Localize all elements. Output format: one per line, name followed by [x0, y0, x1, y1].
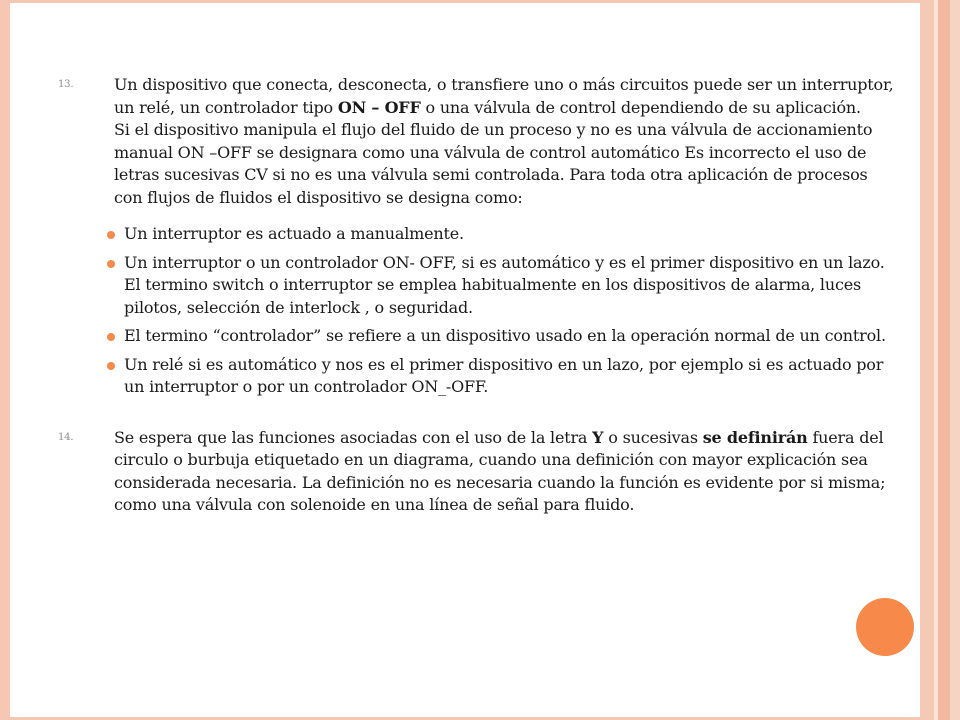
item-13-text-a: Un dispositivo que conecta, desconecta, o transfiere uno o más circuitos puede ser un interruptor, un relé, un controlador tipo [114, 75, 894, 117]
item-13-paragraph-2: Si el dispositivo manipula el flujo del fluido de un proceso y no es una válvula de accionamiento manual ON –OFF se designara como una válvula de control automático Es incorrecto el uso de letras sucesivas CV si no es una válvula semi controlada. Para toda otra aplicación de procesos con flujos de fluidos el dispositivo se designa como: [114, 120, 873, 207]
item-14-text-a: Se espera que las funciones asociadas con el uso de la letra [114, 427, 593, 447]
item-14-bold-y: Y [592, 427, 604, 447]
slide-content [58, 74, 898, 517]
bullet-item: Un interruptor o un controlador ON- OFF, si es automático y es el primer dispositivo en un lazo. El termino switch o interruptor se emplea habitualmente en los dispositivos de alarma, luces pilotos, selección de interlock , o seguridad. [58, 252, 898, 320]
side-stripe-4 [950, 0, 960, 720]
bullet-item: El termino “controlador” se refiere a un dispositivo usado en la operación normal de un control. [58, 325, 898, 348]
item-13-number: 13. [58, 79, 74, 90]
item-14-bold-def: se definirán [702, 427, 808, 447]
item-14-text-b: o sucesivas [603, 427, 703, 447]
item-13-paragraph-1 [114, 74, 898, 119]
decorative-circle [856, 598, 914, 656]
item-13-text-b: o una válvula de control dependiendo de su aplicación. [420, 97, 861, 117]
bullet-item: Un relé si es automático y nos es el primer dispositivo en un lazo, por ejemplo si es actuado por un interruptor o por un controlador ON_-OFF. [58, 354, 898, 399]
item-14-text-c: fuera del circulo o burbuja etiquetado en un diagrama, cuando una definición con mayor explicación sea considerada necesaria. La definición no es necesaria cuando la función es evidente por si misma; como una válvula con solenoide en una línea de señal para fluido. [114, 427, 886, 514]
side-stripe-1 [920, 0, 934, 720]
item-14 [58, 427, 898, 517]
item-14-number: 14. [58, 431, 74, 443]
item-13-bold: ON – OFF [337, 97, 421, 117]
slide-frame-left [0, 0, 10, 720]
bullet-item: Un interruptor es actuado a manualmente. [58, 223, 898, 246]
bullet-list [58, 223, 898, 399]
item-14-paragraph [114, 427, 898, 517]
slide-frame-top [0, 0, 960, 3]
item-13 [58, 74, 898, 209]
side-stripe-3 [938, 0, 950, 720]
